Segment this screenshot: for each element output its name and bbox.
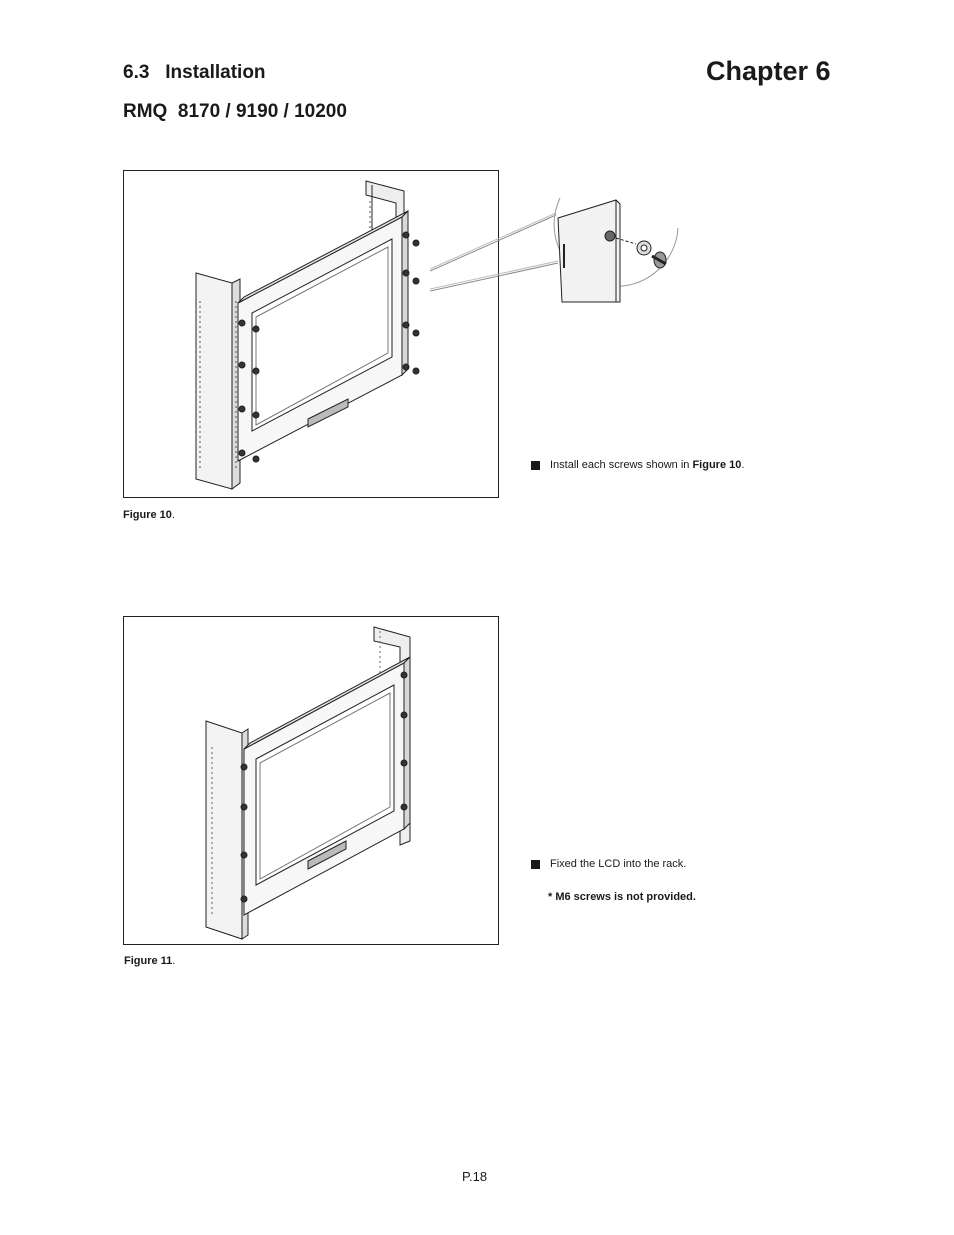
chapter-label: Chapter 6	[706, 56, 831, 86]
figure-11-instruction: Fixed the LCD into the rack.	[531, 858, 686, 870]
screw-note: * M6 screws is not provided.	[548, 891, 696, 903]
lcd-in-rack-drawing	[124, 617, 498, 944]
figure-11-illustration	[123, 616, 499, 945]
figure-10-caption: Figure 10.	[123, 509, 175, 521]
figure-10-instruction: Install each screws shown in Figure 10 .	[531, 459, 744, 471]
figure-11-caption: Figure 11.	[124, 955, 176, 967]
screw-detail-zoom	[540, 178, 690, 308]
page-number: P.18	[462, 1169, 488, 1184]
section-title: 6.3 Installation	[123, 62, 266, 83]
model-line: RMQ 8170 / 9190 / 10200	[123, 101, 347, 122]
screw-detail-drawing	[540, 178, 690, 308]
bullet-square-icon	[531, 860, 540, 869]
bullet-square-icon	[531, 461, 540, 470]
